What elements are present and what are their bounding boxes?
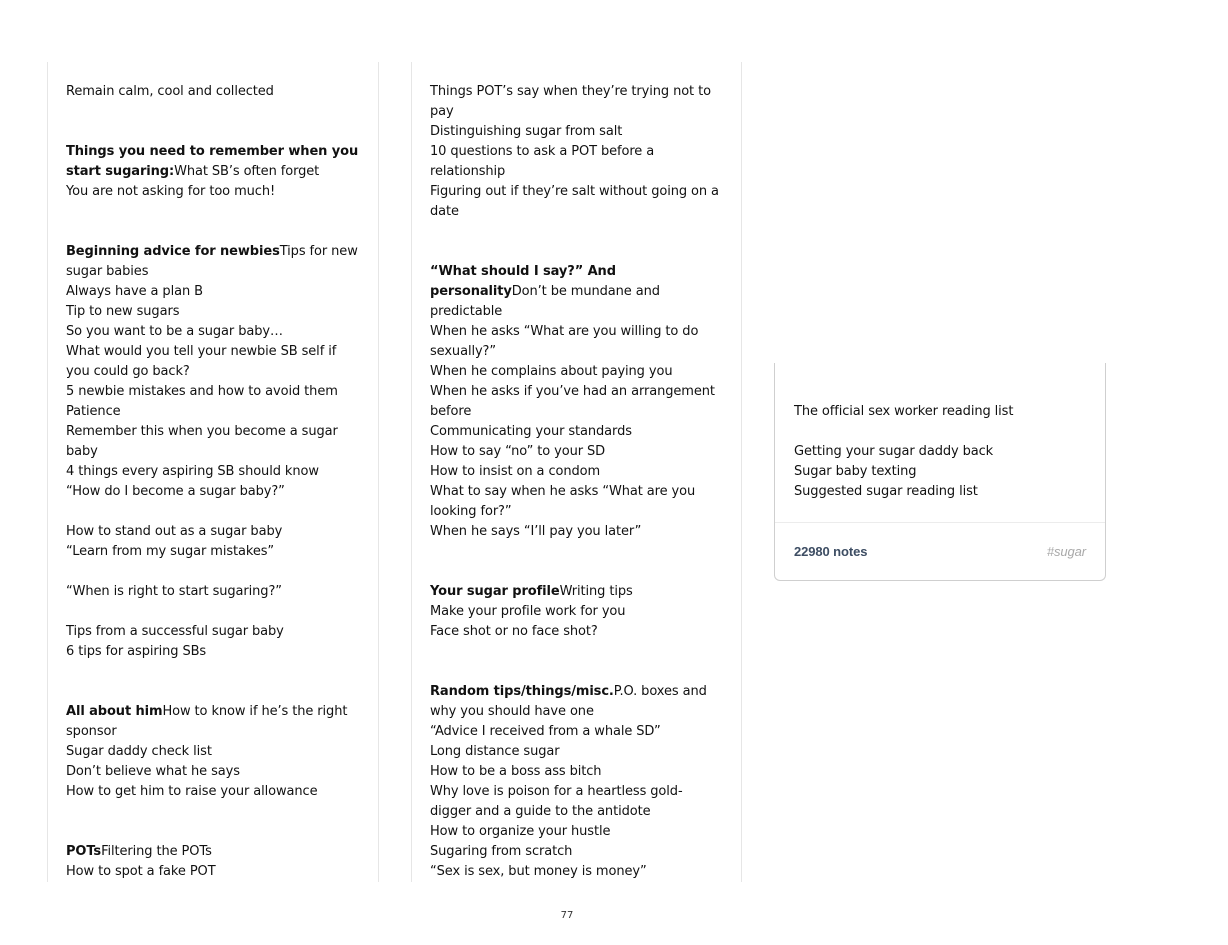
section-heading-line	[430, 262, 723, 322]
section-heading-line	[66, 142, 360, 182]
link-line	[430, 822, 723, 842]
link-text[interactable]: “When is right to start sugaring?”	[66, 584, 282, 599]
link-text[interactable]: When he asks “What are you willing to do sexually?”	[430, 324, 699, 359]
link-line	[66, 382, 360, 402]
link-line	[66, 782, 360, 802]
link-text[interactable]: Don’t be mundane and predictable	[430, 284, 660, 319]
link-line	[66, 862, 360, 882]
link-line	[430, 182, 723, 222]
section-heading: POTs	[66, 844, 102, 859]
link-line	[66, 302, 360, 322]
spacer	[794, 422, 1086, 442]
link-text[interactable]: Sugar baby texting	[794, 464, 917, 479]
link-line	[430, 842, 723, 862]
spacer	[430, 562, 723, 582]
spacer	[66, 602, 360, 622]
link-text[interactable]: Communicating your standards	[430, 424, 632, 439]
link-text[interactable]: How to say “no” to your SD	[430, 444, 606, 459]
link-line	[430, 522, 723, 542]
spacer	[430, 242, 723, 262]
link-text[interactable]: Tip to new sugars	[66, 304, 180, 319]
link-text[interactable]: How to insist on a condom	[430, 464, 601, 479]
post-tag[interactable]: #sugar	[1046, 543, 1086, 559]
link-line	[66, 582, 360, 602]
link-text[interactable]: Long distance sugar	[430, 744, 560, 759]
link-text[interactable]: Sugar daddy check list	[66, 744, 212, 759]
link-line	[430, 382, 723, 422]
page-number: 77	[560, 910, 574, 921]
section-heading-line	[66, 702, 360, 742]
link-text[interactable]: Distinguishing sugar from salt	[430, 124, 623, 139]
spacer	[430, 222, 723, 242]
link-line	[66, 322, 360, 342]
link-line	[430, 322, 723, 362]
link-text[interactable]: 5 newbie mistakes and how to avoid them	[66, 384, 338, 399]
link-text[interactable]: What would you tell your newbie SB self if you could go back?	[66, 344, 337, 379]
link-line	[430, 782, 723, 822]
link-line	[430, 602, 723, 622]
spacer	[66, 662, 360, 682]
spacer	[66, 822, 360, 842]
section-heading-line	[430, 582, 723, 602]
link-text[interactable]: So you want to be a sugar baby…	[66, 324, 283, 339]
link-line	[66, 742, 360, 762]
link-line	[66, 422, 360, 462]
link-text[interactable]: “How do I become a sugar baby?”	[66, 484, 285, 499]
spacer	[66, 202, 360, 222]
link-text[interactable]: What to say when he asks “What are you looking for?”	[430, 484, 696, 519]
link-line	[430, 462, 723, 482]
link-line	[66, 522, 360, 542]
spacer	[66, 682, 360, 702]
link-line	[66, 182, 360, 202]
link-text[interactable]: 4 things every aspiring SB should know	[66, 464, 319, 479]
link-line	[430, 362, 723, 382]
link-line	[430, 742, 723, 762]
link-text[interactable]: You are not asking for too much!	[66, 184, 276, 199]
link-text[interactable]: Suggested sugar reading list	[794, 484, 978, 499]
link-text[interactable]: Always have a plan B	[66, 284, 203, 299]
link-text[interactable]: 10 questions to ask a POT before a relationship	[430, 144, 655, 179]
post-column-middle	[411, 62, 742, 882]
link-text[interactable]: Getting your sugar daddy back	[794, 444, 994, 459]
link-text[interactable]: P.O. boxes and why you should have one	[430, 684, 707, 719]
link-text[interactable]: Face shot or no face shot?	[430, 624, 598, 639]
post-card	[774, 363, 1106, 581]
notes-count[interactable]: 22980 notes	[794, 543, 868, 559]
spacer	[66, 562, 360, 582]
link-text[interactable]: Filtering the POTs	[101, 844, 212, 859]
link-line	[430, 442, 723, 462]
link-text[interactable]: When he complains about paying you	[430, 364, 673, 379]
link-text[interactable]: How to spot a fake POT	[66, 864, 216, 879]
spacer	[66, 102, 360, 122]
link-text[interactable]: Things POT’s say when they’re trying not to pay	[430, 84, 711, 119]
link-line	[430, 622, 723, 642]
link-line	[66, 402, 360, 422]
link-line	[66, 342, 360, 382]
link-line	[430, 142, 723, 182]
section-heading-line	[66, 242, 360, 282]
link-text[interactable]: When he says “I’ll pay you later”	[430, 524, 642, 539]
link-text[interactable]: “Advice I received from a whale SD”	[430, 724, 661, 739]
link-text[interactable]: Patience	[66, 404, 121, 419]
link-line	[66, 82, 360, 102]
link-line	[794, 402, 1086, 422]
link-line	[66, 762, 360, 782]
spacer	[66, 222, 360, 242]
link-text[interactable]: How to be a boss ass bitch	[430, 764, 602, 779]
link-text[interactable]: How to get him to raise your allowance	[66, 784, 318, 799]
spacer	[66, 802, 360, 822]
link-text[interactable]: Figuring out if they’re salt without going on a date	[430, 184, 719, 219]
section-heading-line	[66, 842, 360, 862]
link-line	[794, 482, 1086, 502]
link-text[interactable]: Make your profile work for you	[430, 604, 626, 619]
link-text[interactable]: How to know if he’s the right sponsor	[66, 704, 348, 739]
link-text[interactable]: Writing tips	[559, 584, 633, 599]
link-line	[66, 542, 360, 562]
spacer	[66, 122, 360, 142]
post-column-left	[47, 62, 379, 882]
link-line	[66, 462, 360, 482]
link-text[interactable]: Don’t believe what he says	[66, 764, 240, 779]
link-text[interactable]: Tips for new sugar babies	[66, 244, 358, 279]
section-heading: All about him	[66, 704, 163, 719]
link-line	[430, 122, 723, 142]
link-line	[430, 722, 723, 742]
link-text[interactable]: How to stand out as a sugar baby	[66, 524, 283, 539]
link-text[interactable]: “Learn from my sugar mistakes”	[66, 544, 275, 559]
link-text[interactable]: Remain calm, cool and collected	[66, 84, 274, 99]
spacer	[430, 642, 723, 662]
link-text[interactable]: Remember this when you become a sugar baby	[66, 424, 338, 459]
post-card-footer	[775, 522, 1105, 580]
link-text[interactable]: When he asks if you’ve had an arrangement before	[430, 384, 715, 419]
link-line	[66, 282, 360, 302]
link-text[interactable]: What SB’s often forget	[174, 164, 320, 179]
link-line	[430, 422, 723, 442]
section-heading: “What should I say?” And personality	[430, 264, 616, 299]
spacer	[66, 502, 360, 522]
link-line	[66, 482, 360, 502]
section-heading: Your sugar profile	[430, 584, 560, 599]
section-heading: Things you need to remember when you start sugaring:	[66, 144, 359, 179]
link-line	[430, 762, 723, 782]
link-line	[430, 82, 723, 122]
section-heading-line	[430, 682, 723, 722]
link-text[interactable]: Sugaring from scratch	[430, 844, 573, 859]
link-text[interactable]: How to organize your hustle	[430, 824, 611, 839]
link-line	[66, 642, 360, 662]
link-text[interactable]: The official sex worker reading list	[794, 404, 1014, 419]
spacer	[430, 662, 723, 682]
link-text[interactable]: “Sex is sex, but money is money”	[430, 864, 647, 879]
section-heading: Random tips/things/misc.	[430, 684, 614, 699]
link-text[interactable]: Why love is poison for a heartless gold-digger and a guide to the antidote	[430, 784, 683, 819]
link-line	[430, 862, 723, 882]
section-heading: Beginning advice for newbies	[66, 244, 280, 259]
spacer	[430, 542, 723, 562]
link-line	[66, 622, 360, 642]
link-line	[794, 442, 1086, 462]
link-text[interactable]: Tips from a successful sugar baby	[66, 624, 284, 639]
link-text[interactable]: 6 tips for aspiring SBs	[66, 644, 207, 659]
post-card-body	[775, 363, 1105, 522]
link-line	[794, 462, 1086, 482]
link-line	[430, 482, 723, 522]
